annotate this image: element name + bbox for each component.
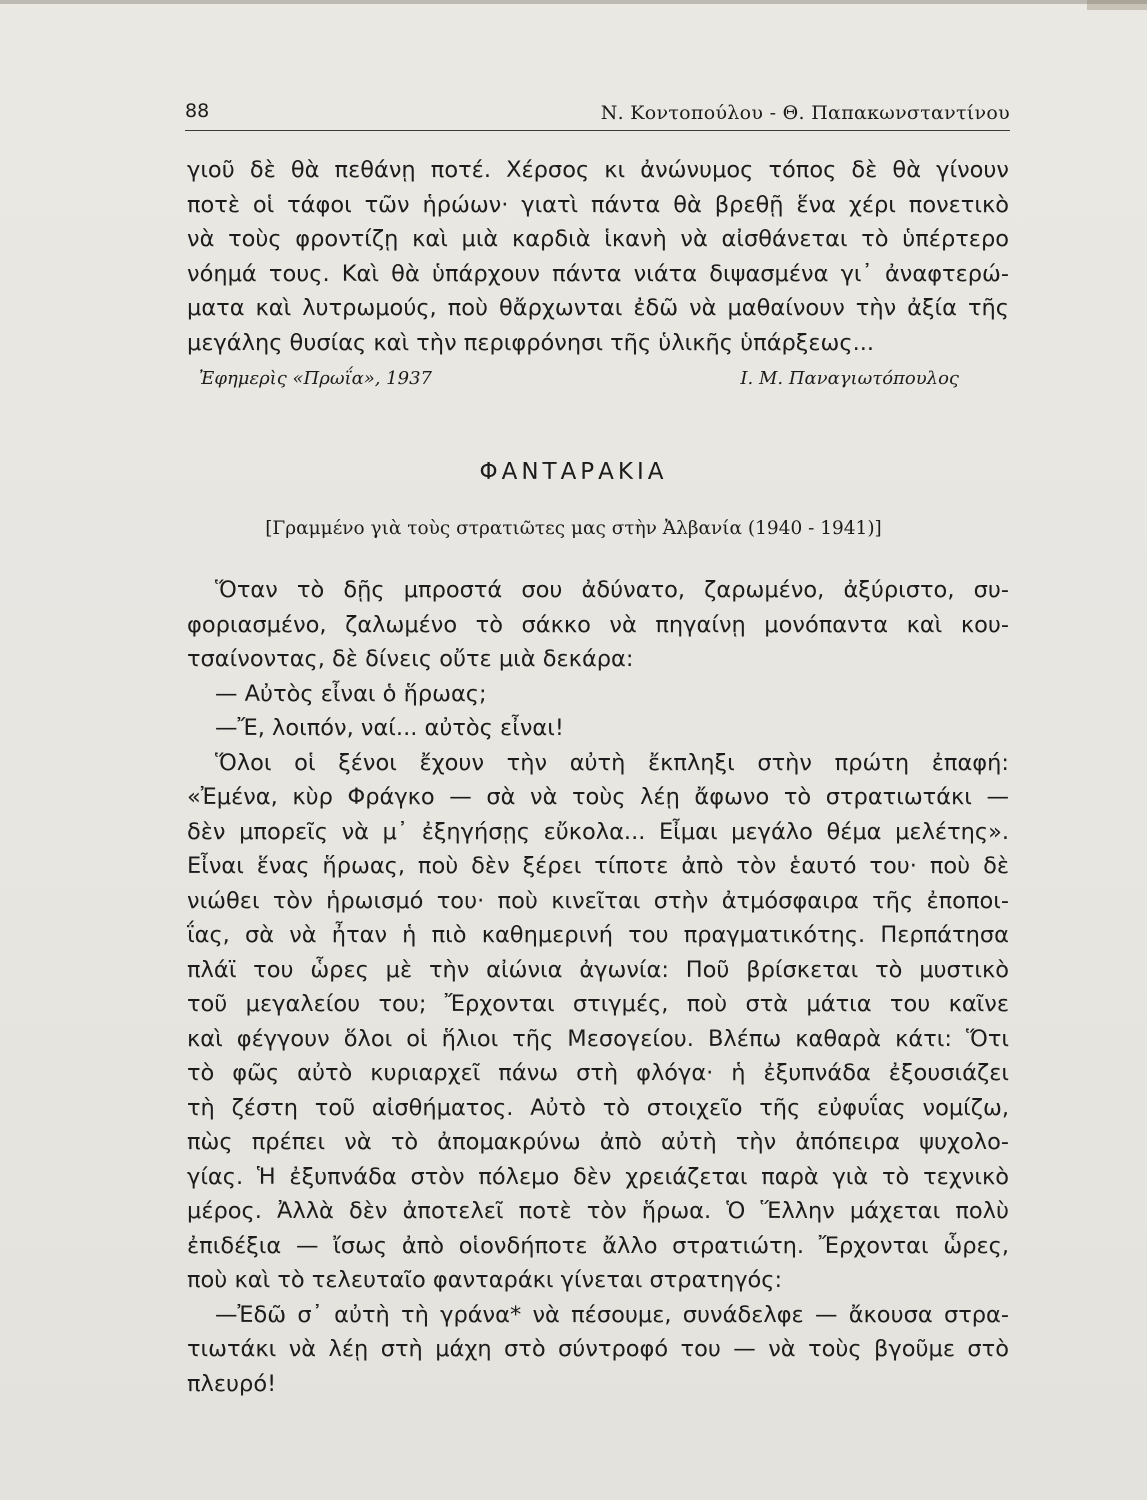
running-head: Ν. Κοντοπούλου - Θ. Παπακωνσταντίνου — [600, 102, 1010, 124]
dialogue-line: — Αὐτὸς εἶναι ὁ ἥρωας; — [215, 680, 487, 707]
page-top-edge — [0, 0, 1147, 4]
section-title: ΦΑΝΤΑΡΑΚΙΑ — [479, 459, 668, 485]
text-line: γιοῦ δὲ θὰ πεθάνῃ ποτέ. Χέρσος κι ἀνώνυμος τόπος δὲ θὰ γίνουν — [187, 157, 1009, 183]
text-line: νόημά τους. Καὶ θὰ ὑπάρχουν πάντα νιάτα διψασμένα γι᾽ ἀναφτερώ- — [187, 260, 1009, 287]
section-subtitle: [Γραμμένο γιὰ τοὺς στρατιῶτες μας στὴν Ἀλβανία (1940 - 1941)] — [265, 518, 882, 539]
text-line: μεγάλης θυσίας καὶ τὴν περιφρόνησι τῆς ὑλικῆς ὑπάρξεως... — [187, 329, 875, 356]
text-line: φοριασμένο, ζαλωμένο τὸ σάκκο νὰ πηγαίνῃ μονόπαντα καὶ κου- — [187, 611, 1009, 638]
text-line: Ὅλοι οἱ ξένοι ἔχουν τὴν αὐτὴ ἔκπληξι στὴν πρώτη ἐπαφή: — [215, 749, 1009, 776]
text-line: νιώθει τὸν ἡρωισμό του· ποὺ κινεῖται στὴν ἀτμόσφαιρα τῆς ἐποποι- — [187, 887, 1009, 914]
corner-stain — [1087, 0, 1147, 10]
text-line: πλάϊ του ὧρες μὲ τὴν αἰώνια ἀγωνία: Ποῦ βρίσκεται τὸ μυστικὸ — [187, 956, 1009, 983]
page-number: 88 — [185, 100, 210, 122]
attribution-author: Ι. Μ. Παναγιωτόπουλος — [740, 368, 959, 389]
text-line: ἐπιδέξια — ἴσως ἀπὸ οἱονδήποτε ἄλλο στρατιώτη. Ἔρχονται ὧρες, — [187, 1232, 1009, 1259]
text-line: γίας. Ἡ ἐξυπνάδα στὸν πόλεμο δὲν χρειάζεται παρὰ γιὰ τὸ τεχνικὸ — [187, 1163, 1009, 1190]
text-line: μέρος. Ἀλλὰ δὲν ἀποτελεῖ ποτὲ τὸν ἥρωα. Ὁ Ἕλλην μάχεται πολὺ — [187, 1198, 1009, 1224]
page-header — [185, 98, 1010, 131]
text-line: καὶ φέγγουν ὅλοι οἱ ἥλιοι τῆς Μεσογείου. Βλέπω καθαρὰ κάτι: Ὅτι — [187, 1025, 1009, 1052]
text-line: Ὅταν τὸ δῇς μπροστά σου ἀδύνατο, ζαρωμένο, ἀξύριστο, συ- — [215, 577, 1009, 603]
text-line: δὲν μπορεῖς νὰ μ᾽ ἐξηγήσῃς εὔκολα... Εἶμαι μεγάλο θέμα μελέτης». — [187, 818, 1009, 845]
text-line: πὼς πρέπει νὰ τὸ ἀπομακρύνω ἀπὸ αὐτὴ τὴν ἀπόπειρα ψυχολο- — [187, 1129, 1009, 1155]
dialogue-line: —Ἐδῶ σ᾽ αὐτὴ τὴ γράνα* νὰ πέσουμε, συνάδελφε — ἄκουσα στρα- — [215, 1301, 1009, 1328]
text-line: ποτὲ οἱ τάφοι τῶν ἡρώων· γιατὶ πάντα θὰ βρεθῇ ἕνα χέρι πονετικὸ — [187, 191, 1009, 218]
main-passage — [187, 573, 1009, 1401]
text-line: νὰ τοὺς φροντίζῃ καὶ μιὰ καρδιὰ ἱκανὴ νὰ αἰσθάνεται τὸ ὑπέρτερο — [187, 226, 1009, 252]
dialogue-line: —Ἔ, λοιπόν, ναί... αὐτὸς εἶναι! — [215, 715, 564, 741]
text-line: Εἶναι ἕνας ἥρωας, ποὺ δὲν ξέρει τίποτε ἀπὸ τὸν ἑαυτό του· ποὺ δὲ — [187, 853, 1009, 879]
text-line: τὴ ζέστη τοῦ αἰσθήματος. Αὐτὸ τὸ στοιχεῖο τῆς εὐφυΐας νομίζω, — [187, 1094, 1009, 1121]
text-line: πλευρό! — [187, 1370, 277, 1397]
text-line: ΐας, σὰ νὰ ἦταν ἡ πιὸ καθημερινή του πραγματικότης. Περπάτησα — [187, 922, 1009, 948]
text-line: τιωτάκι νὰ λέῃ στὴ μάχη στὸ σύντροφό του — νὰ τοὺς βγοῦμε στὸ — [187, 1336, 1009, 1362]
text-line: τσαίνοντας, δὲ δίνεις οὔτε μιὰ δεκάρα: — [187, 646, 634, 672]
text-line: ματα καὶ λυτρωμούς, ποὺ θἄρχωνται ἐδῶ νὰ μαθαίνουν τὴν ἀξία τῆς — [187, 295, 1009, 321]
quote-attribution — [199, 368, 959, 398]
text-line: τοῦ μεγαλείου του; Ἔρχονται στιγμές, ποὺ στὰ μάτια του καῖνε — [187, 991, 1009, 1017]
attribution-source: Ἐφημερὶς «Πρωΐα», 1937 — [199, 368, 432, 389]
text-line: τὸ φῶς αὐτὸ κυριαρχεῖ πάνω στὴ φλόγα· ἡ ἐξυπνάδα ἐξουσιάζει — [187, 1060, 1009, 1086]
quote-passage — [187, 153, 1009, 360]
text-line: ποὺ καὶ τὸ τελευταῖο φανταράκι γίνεται στρατηγός: — [187, 1267, 783, 1293]
text-line: «Ἐμένα, κὺρ Φράγκο — σὰ νὰ τοὺς λέῃ ἄφωνο τὸ στρατιωτάκι — — [187, 784, 1009, 810]
